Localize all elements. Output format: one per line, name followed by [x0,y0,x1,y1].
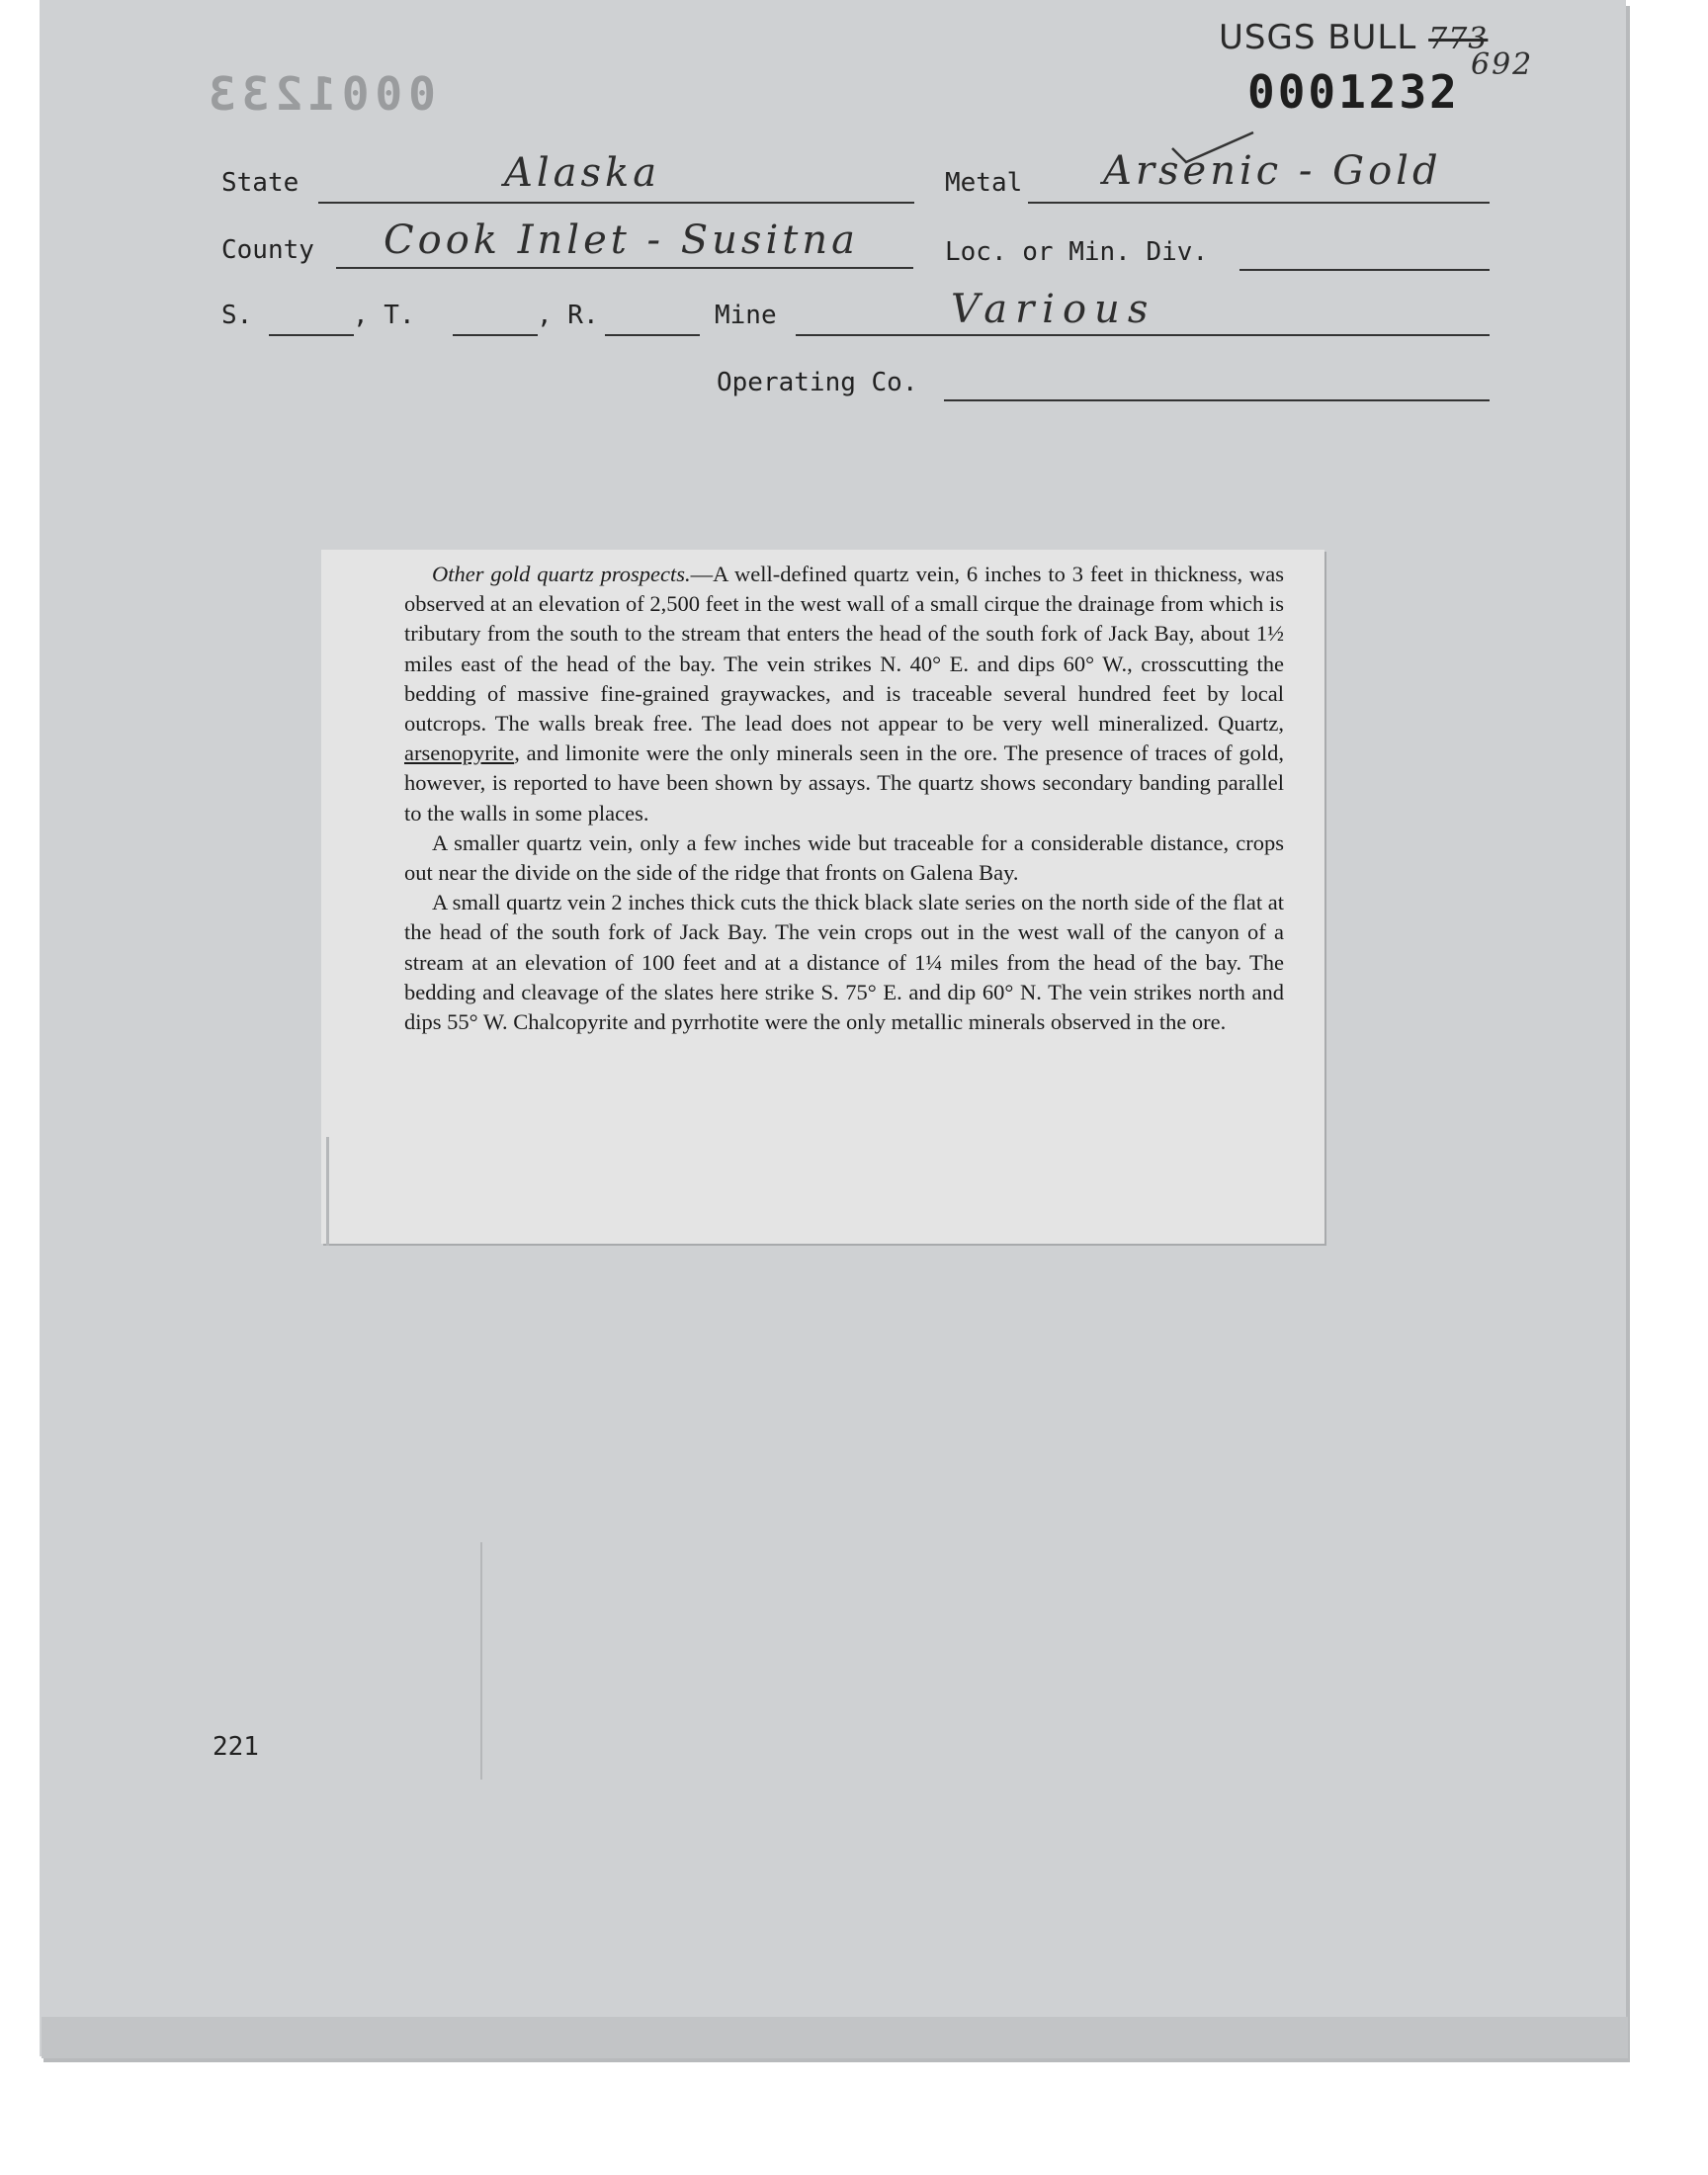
scuff-mark [480,1542,482,1780]
section-label: S. [221,301,253,330]
underlined-term: arsenopyrite [404,740,515,766]
usgs-bulletin-label [1219,18,1488,57]
metal-value: Arsenic - Gold [1103,148,1442,194]
operating-label: Operating Co. [717,368,918,397]
paragraph-1 [404,560,1284,828]
county-line [336,267,913,269]
usgs-label-text: USGS BULL [1219,18,1417,57]
mine-label: Mine [715,301,777,330]
checkmark-icon [1168,127,1257,166]
state-label: State [221,168,299,198]
card-bottom-edge [42,2017,1628,2058]
mine-line [796,334,1490,336]
paragraph-1-text-a: —A well-defined quartz vein, 6 inches to 3 feet in thickness, was observed at an elevation of 2,500 feet in the west wall of a small cirque the drainage from which is tributary from the south to the stream that enters the head of the south fork of Jack Bay, about 1½ miles east of the head of the bay. The vein strikes N. 40° E. and dips 60° W., crosscutting the bedding of massive fine-grained graywackes, and is traceable several hundred feet by local outcrops. The walls break free. The lead does not appear to be very well mineralized. Quartz, [404,562,1284,737]
margin-mark [326,1137,329,1246]
paragraph-2: A smaller quartz vein, only a few inches wide but traceable for a considerable distance, crops out near the divide on the side of the ridge that fronts on Galena Bay. [404,829,1284,886]
struck-bulletin-number: 773 [1428,22,1489,56]
bulletin-number: 692 [1471,47,1534,82]
paragraph-1-text-b: , and limonite were the only minerals seen in the ore. The presence of traces of gold, however, is reported to have been shown by assays. The quartz shows secondary banding parallel to the walls in some places. [404,740,1284,826]
ghost-card-number: 0001233 [203,67,436,121]
mine-value: Various [951,287,1156,332]
state-line [318,202,914,204]
county-value: Cook Inlet - Susitna [384,218,859,263]
metal-line [1028,202,1490,204]
range-line [605,334,700,336]
township-label: , T. [353,301,415,330]
loc-label: Loc. or Min. Div. [945,237,1209,267]
section-line [269,334,354,336]
state-value: Alaska [504,150,661,196]
card-number: 0001232 [1247,65,1460,119]
page-number: 221 [213,1732,259,1762]
operating-line [944,399,1490,401]
loc-line [1239,269,1490,271]
paragraph-3: A small quartz vein 2 inches thick cuts the thick black slate series on the north side of the flat at the head of the south fork of Jack Bay. The vein crops out in the west wall of the canyon of a stream at an elevation of 100 feet and at a distance of 1¼ miles from the head of the bay. The bedding and cleavage of the slates here strike S. 75° E. and dip 60° N. The vein strikes north and dips 55° W. Chalcopyrite and pyrrhotite were the only metallic minerals observed in the ore. [404,890,1284,1035]
range-label: , R. [537,301,599,330]
township-line [453,334,538,336]
paragraph-1-heading: Other gold quartz prospects. [432,562,691,586]
pasted-clipping [321,550,1324,1244]
county-label: County [221,235,314,265]
metal-label: Metal [945,168,1023,198]
